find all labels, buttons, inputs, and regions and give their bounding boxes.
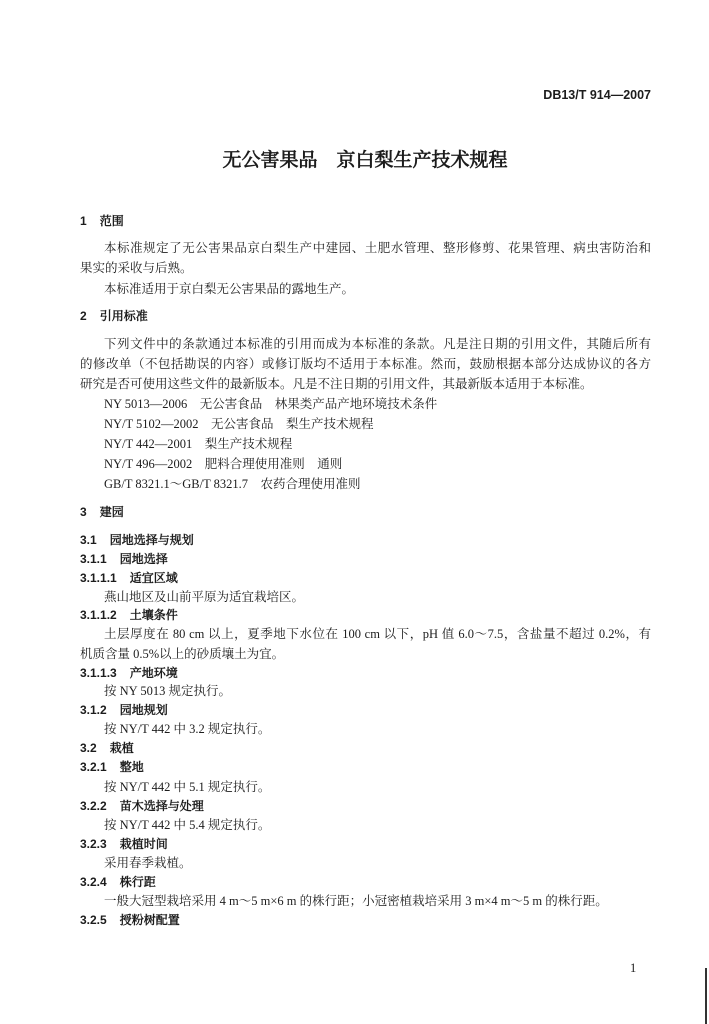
section-3-heading bbox=[80, 502, 124, 522]
reference-item: GB/T 8321.1～GB/T 8321.7 农药合理使用准则 bbox=[104, 477, 361, 491]
clause-heading bbox=[80, 605, 178, 625]
clause-heading bbox=[80, 834, 168, 854]
reference-item: NY/T 5102—2002 无公害食品 梨生产技术规程 bbox=[104, 417, 374, 431]
reference-item: NY/T 496—2002 肥料合理使用准则 通则 bbox=[104, 457, 343, 471]
clause-text-line: 一般大冠型栽培采用 4 m～5 m×6 m 的株行距；小冠密植栽培采用 3 m×4 m～5 m 的株行距。 bbox=[104, 894, 608, 908]
clause-text-line: 按 NY/T 442 中 3.2 规定执行。 bbox=[104, 722, 271, 736]
clause-heading bbox=[80, 738, 134, 758]
clause-title: 株行距 bbox=[119, 875, 156, 889]
paragraph-line: 研究是否可使用这些文件的最新版本。凡是不注日期的引用文件，其最新版本适用于本标准。 bbox=[80, 377, 593, 391]
clause-title: 产地环境 bbox=[129, 666, 178, 680]
clause-heading bbox=[80, 700, 168, 720]
paragraph-line: 的修改单（不包括勘误的内容）或修订版均不适用于本标准。然而，鼓励根据本部分达成协议的各方 bbox=[80, 357, 651, 371]
clause-number: 3.1.1.3 bbox=[80, 666, 117, 680]
clause-number: 3.1.2 bbox=[80, 703, 107, 717]
clause-heading bbox=[80, 530, 194, 550]
clause-title: 适宜区域 bbox=[129, 571, 178, 585]
clause-number: 3.2.3 bbox=[80, 837, 107, 851]
clause-text-line: 燕山地区及山前平原为适宜栽培区。 bbox=[104, 590, 305, 604]
paragraph-line: 下列文件中的条款通过本标准的引用而成为本标准的条款。凡是注日期的引用文件，其随后所有 bbox=[104, 337, 651, 351]
paragraph-line: 本标准适用于京白梨无公害果品的露地生产。 bbox=[104, 282, 355, 296]
clause-title: 授粉树配置 bbox=[119, 913, 180, 927]
clause-title: 栽植 bbox=[109, 741, 134, 755]
doc-title: 无公害果品 京白梨生产技术规程 bbox=[222, 150, 508, 171]
paragraph-line: 果实的采收与后熟。 bbox=[80, 261, 193, 275]
clause-heading bbox=[80, 663, 178, 683]
clause-title: 园地选择 bbox=[119, 552, 168, 566]
section-title: 范围 bbox=[99, 214, 124, 228]
clause-text-line: 采用春季栽植。 bbox=[104, 856, 192, 870]
clause-title: 园地规划 bbox=[119, 703, 168, 717]
section-title: 引用标准 bbox=[99, 309, 148, 323]
clause-title: 土壤条件 bbox=[129, 608, 178, 622]
section-1-heading bbox=[80, 211, 124, 231]
clause-text-line: 按 NY 5013 规定执行。 bbox=[104, 684, 231, 698]
clause-number: 3.2.2 bbox=[80, 799, 107, 813]
clause-heading bbox=[80, 910, 180, 930]
clause-text-line: 土层厚度在 80 cm 以上，夏季地下水位在 100 cm 以下，pH 值 6.0～7.5，含盐量不超过 0.2%，有 bbox=[104, 627, 651, 641]
clause-number: 3.1.1.1 bbox=[80, 571, 117, 585]
clause-heading bbox=[80, 796, 204, 816]
clause-text-line: 按 NY/T 442 中 5.1 规定执行。 bbox=[104, 780, 271, 794]
clause-number: 3.2 bbox=[80, 741, 97, 755]
clause-heading bbox=[80, 568, 178, 588]
clause-number: 3.2.4 bbox=[80, 875, 107, 889]
clause-title: 园地选择与规划 bbox=[109, 533, 194, 547]
section-number: 2 bbox=[80, 309, 87, 323]
clause-title: 苗木选择与处理 bbox=[119, 799, 204, 813]
scan-edge-line bbox=[705, 968, 707, 1024]
doc-code: DB13/T 914—2007 bbox=[543, 88, 651, 102]
clause-number: 3.2.1 bbox=[80, 760, 107, 774]
clause-number: 3.1 bbox=[80, 533, 97, 547]
clause-number: 3.1.1 bbox=[80, 552, 107, 566]
clause-text-line: 按 NY/T 442 中 5.4 规定执行。 bbox=[104, 818, 271, 832]
clause-heading bbox=[80, 872, 156, 892]
paragraph-line: 本标准规定了无公害果品京白梨生产中建园、土肥水管理、整形修剪、花果管理、病虫害防治和 bbox=[104, 241, 651, 255]
clause-number: 3.1.1.2 bbox=[80, 608, 117, 622]
clause-text-line: 机质含量 0.5%以上的砂质壤土为宜。 bbox=[80, 647, 285, 661]
section-number: 1 bbox=[80, 214, 87, 228]
reference-item: NY/T 442—2001 梨生产技术规程 bbox=[104, 437, 293, 451]
clause-heading bbox=[80, 549, 168, 569]
clause-title: 栽植时间 bbox=[119, 837, 168, 851]
clause-number: 3.2.5 bbox=[80, 913, 107, 927]
section-2-heading bbox=[80, 306, 148, 326]
reference-item: NY 5013—2006 无公害食品 林果类产品产地环境技术条件 bbox=[104, 397, 438, 411]
clause-title: 整地 bbox=[119, 760, 144, 774]
section-title: 建园 bbox=[99, 505, 124, 519]
clause-heading bbox=[80, 757, 144, 777]
page-number: 1 bbox=[630, 961, 637, 975]
section-number: 3 bbox=[80, 505, 87, 519]
